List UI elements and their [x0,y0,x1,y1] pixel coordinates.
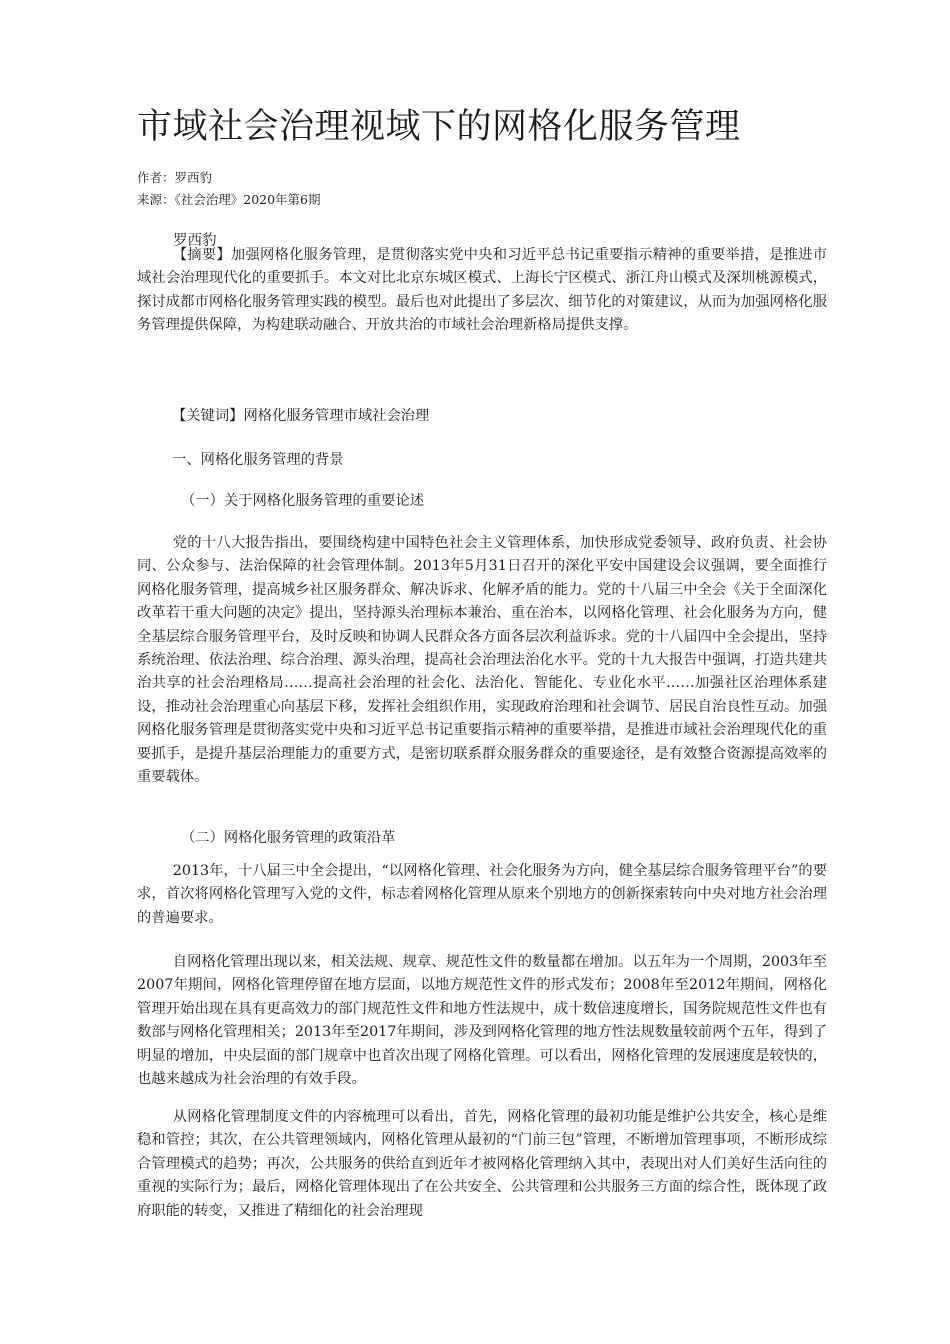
section-heading-background: 一、网格化服务管理的背景 [172,452,344,468]
author-line: 作者：罗西豹 [137,170,213,185]
keywords-line: 【关键词】网格化服务管理市域社会治理 [172,408,430,424]
body-paragraph-3: 自网格化管理出现以来，相关法规、规章、规范性文件的数量都在增加。以五年为一个周期，2003年至2007年期间，网格化管理停留在地方层面，以地方规范性文件的形式发布；2008年至2012年期间，网格化管理开始出现在具有更高效力的部门规范性文件和地方性法规中，成十数倍速度增长，国务院规范性文件也有数部与网格化管理相关；2013年至2017年期间，涉及到网格化管理的地方性法规数量较前两个五年，得到了明显的增加，中央层面的部门规章中也首次出现了网格化管理。可以看出，网格化管理的发展速度是较快的，也越来越成为社会治理的有效手段。 [137,954,827,1088]
body-paragraph-1: 党的十八大报告指出，要围绕构建中国特色社会主义管理体系，加快形成党委领导、政府负责、社会协同、公众参与、法治保障的社会管理体制。2013年5月31日召开的深化平安中国建设会议强调，要全面推行网格化服务管理，提高城乡社区服务群众、解决诉求、化解矛盾的能力。党的十八届三中全会《关于全面深化改革若干重大问题的决定》提出，坚持源头治理标本兼治、重在治本，以网格化管理、社会化服务为方向，健全基层综合服务管理平台，及时反映和协调人民群众各方面各层次利益诉求。党的十八届四中全会提出，坚持系统治理、依法治理、综合治理、源头治理，提高社会治理法治化水平。党的十九大报告中强调，打造共建共治共享的社会治理格局……提高社会治理的社会化、法治化、智能化、专业化水平……加强社区治理体系建设，推动社会治理重心向基层下移，发挥社会组织作用，实现政府治理和社会调节、居民自治良性互动。加强网格化服务管理是贯彻落实党中央和习近平总书记重要指示精神的重要举措，是推进市域社会治理现代化的重要抓手，是提升基层治理能力的重要方式，是密切联系群众服务群众的重要途径，是有效整合资源提高效率的重要载体。 [137,535,827,786]
subsection-heading-discourse: （一）关于网格化服务管理的重要论述 [181,493,425,509]
abstract-paragraph: 【摘要】加强网格化服务管理，是贯彻落实党中央和习近平总书记重要指示精神的重要举措，是推进市域社会治理现代化的重要抓手。本文对比北京东城区模式、上海长宁区模式、浙江舟山模式及深圳桃源模式，探讨成都市网格化服务管理实践的模型。最后也对此提出了多层次、细节化的对策建议，从而为加强网格化服务管理提供保障，为构建联动融合、开放共治的市域社会治理新格局提供支撑。 [137,247,827,334]
body-paragraph-2: 2013年，十八届三中全会提出，“以网格化管理、社会化服务为方向，健全基层综合服务管理平台”的要求，首次将网格化管理写入党的文件，标志着网格化管理从原来个别地方的创新探索转向中央对地方社会治理的普遍要求。 [137,863,827,926]
body-paragraph-4: 从网格化管理制度文件的内容梳理可以看出，首先，网格化管理的最初功能是维护公共安全，核心是维稳和管控；其次，在公共管理领域内，网格化管理从最初的“门前三包”管理，不断增加管理事项，不断形成综合管理模式的趋势；再次，公共服务的供给直到近年才被网格化管理纳入其中，表现出对人们美好生活向往的重视的实际行为；最后，网格化管理体现出了在公共安全、公共管理和公共服务三方面的综合性，既体现了政府职能的转变，又推进了精细化的社会治理现 [137,1109,827,1219]
subsection-heading-policy: （二）网格化服务管理的政策沿革 [181,830,396,846]
source-line: 来源：《社会治理》2020年第6期 [137,192,321,207]
author-byline: 罗西豹 [173,233,217,249]
document-title: 市域社会治理视域下的网格化服务管理 [137,107,741,147]
